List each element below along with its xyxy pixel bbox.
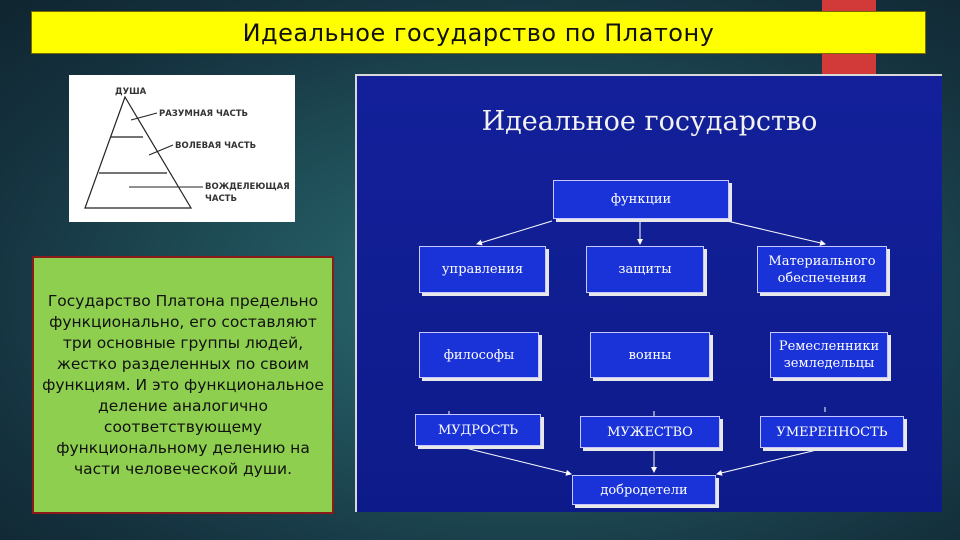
label-rational-part: РАЗУМНАЯ ЧАСТЬ — [159, 109, 249, 119]
state-diagram-panel — [355, 74, 942, 512]
box-functions: функции — [553, 180, 729, 219]
soul-pyramid-panel — [69, 75, 295, 222]
label-part: ЧАСТЬ — [205, 194, 237, 204]
box-wisdom: МУДРОСТЬ — [415, 414, 541, 446]
box-warriors: воины — [590, 332, 710, 378]
box-moderation: УМЕРЕННОСТЬ — [760, 416, 904, 448]
box-artisans-farmers: Ремесленники земледельцы — [770, 332, 888, 378]
box-management: управления — [419, 246, 546, 293]
box-courage: МУЖЕСТВО — [580, 416, 720, 448]
box-defense: защиты — [586, 246, 704, 293]
slide-title-bar — [31, 11, 926, 54]
diagram-connectors — [357, 76, 944, 514]
box-material-support: Материального обеспечения — [757, 246, 887, 293]
arrow-wisdom-to-virtues — [457, 446, 571, 474]
arrow-to-material — [727, 221, 825, 244]
soul-pyramid-drawing — [69, 75, 295, 222]
arrow-to-management — [477, 221, 552, 244]
slide-title: Идеальное государство по Платону — [242, 18, 715, 47]
diagram-title: Идеальное государство — [481, 106, 818, 137]
label-desiring: ВОЖДЕЛЕЮЩАЯ — [205, 182, 290, 192]
label-soul: ДУША — [115, 87, 147, 97]
description-text: Государство Платона предельно функционально, его составляют три основные группы людей, жестко разделенных по своим функциям. И это функциональное деление аналогично соответствующему функциональному делению на части человеческой души. — [42, 291, 324, 478]
box-virtues: добродетели — [572, 475, 716, 505]
description-panel — [32, 256, 334, 514]
box-philosophers: философы — [419, 332, 539, 378]
arrow-moderation-to-virtues — [717, 448, 825, 474]
label-volitional-part: ВОЛЕВАЯ ЧАСТЬ — [175, 141, 257, 151]
pointer-will — [149, 145, 173, 155]
